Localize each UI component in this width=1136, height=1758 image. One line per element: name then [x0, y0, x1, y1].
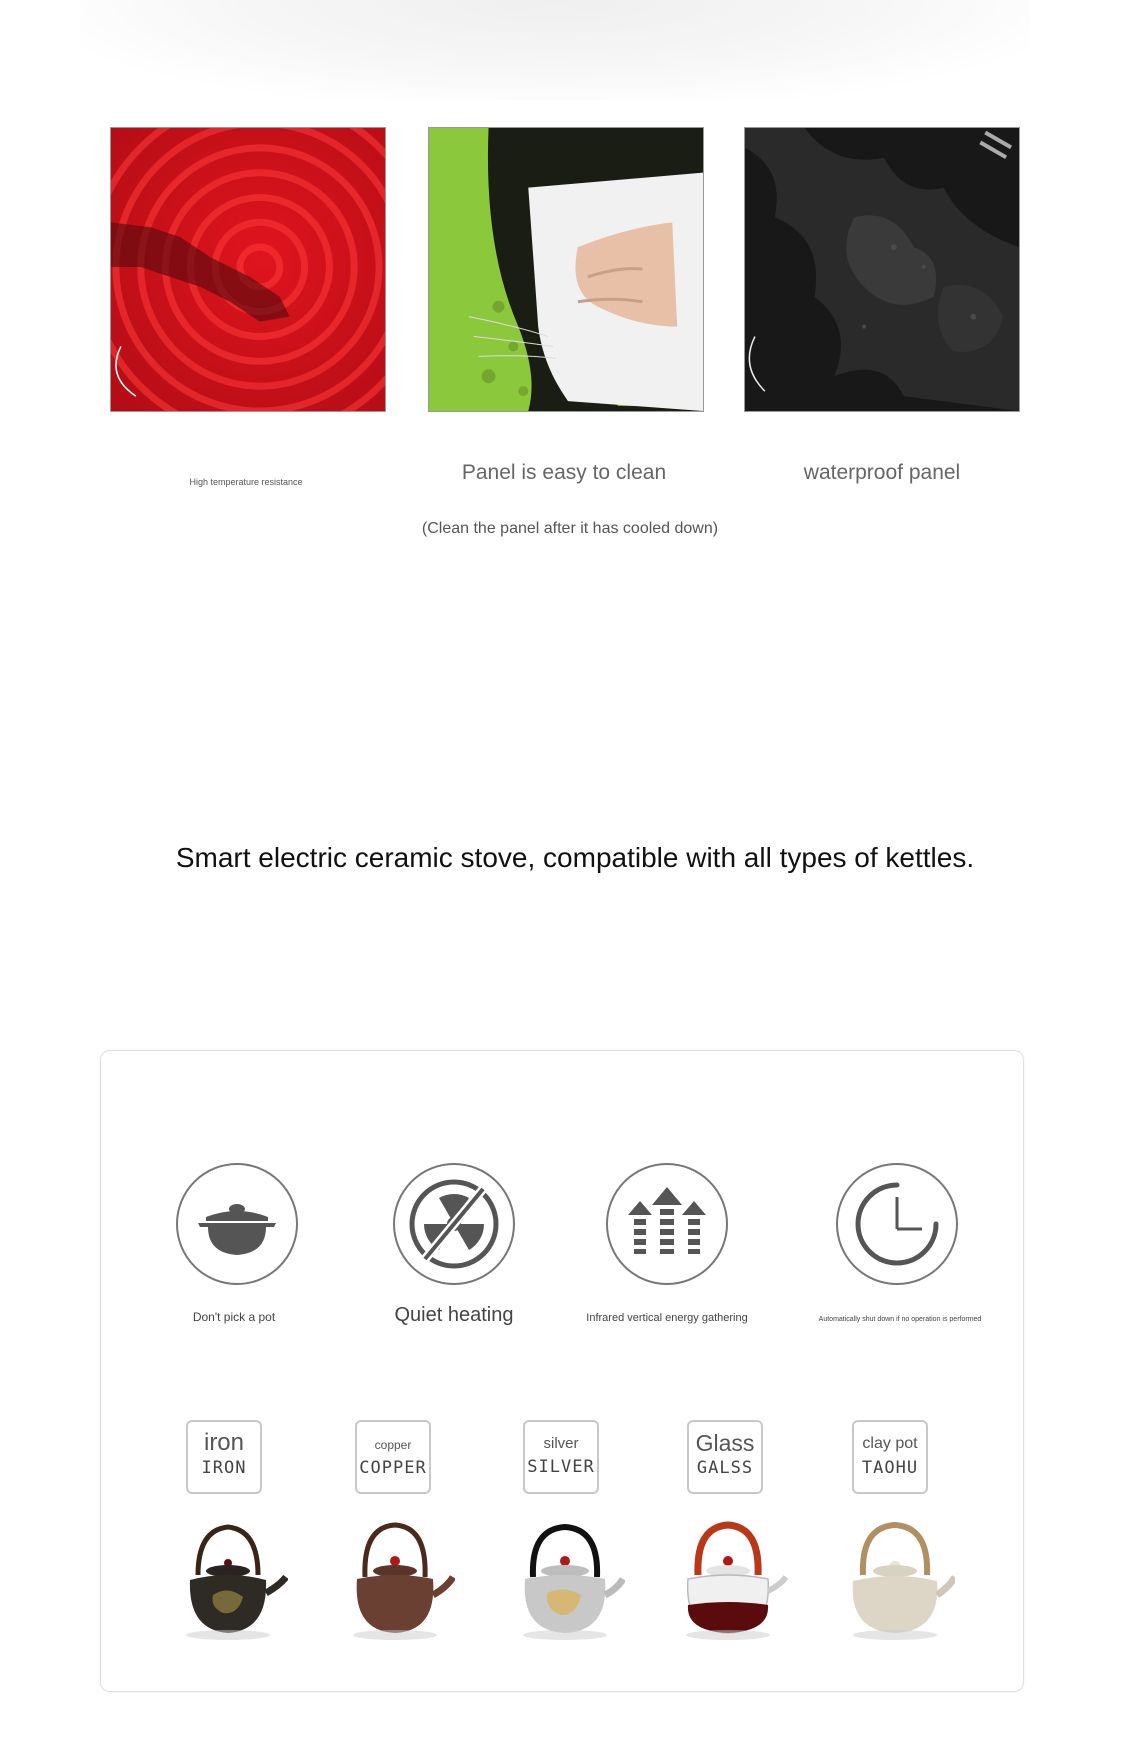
clock-icon — [836, 1163, 958, 1285]
material-tag-glass — [687, 1420, 763, 1494]
material-name: copper — [374, 1438, 412, 1452]
icon-label-infrared: Infrared vertical energy gathering — [586, 1312, 748, 1324]
up-arrows-icon — [606, 1163, 728, 1285]
material-code: GALSS — [696, 1458, 754, 1478]
silver-kettle-image — [505, 1515, 625, 1645]
material-code: TAOHU — [861, 1458, 919, 1478]
waterproof-panel-photo — [744, 127, 1020, 412]
material-name: Glass — [695, 1430, 755, 1456]
copper-kettle-image — [335, 1515, 455, 1645]
feature-label-easy-clean: Panel is easy to clean — [461, 461, 667, 484]
material-name: silver — [543, 1435, 579, 1452]
material-code: IRON — [201, 1458, 247, 1478]
feature-label-waterproof: waterproof panel — [803, 461, 961, 484]
material-tag-clay — [852, 1420, 928, 1494]
no-radiation-icon — [393, 1163, 515, 1285]
material-name: iron — [203, 1429, 245, 1456]
icon-label-pot: Don't pick a pot — [192, 1310, 276, 1324]
iron-kettle-image — [168, 1515, 288, 1645]
top-gradient-banner — [80, 0, 1030, 100]
glass-kettle-image — [668, 1515, 788, 1645]
material-code: SILVER — [527, 1457, 595, 1477]
easy-clean-photo — [428, 127, 704, 412]
icon-label-quiet: Quiet heating — [394, 1304, 514, 1326]
material-tag-iron — [186, 1420, 262, 1494]
material-tag-copper — [355, 1420, 431, 1494]
material-code: COPPER — [359, 1458, 427, 1478]
clean-note: (Clean the panel after it has cooled down) — [421, 520, 719, 537]
high-temperature-photo — [110, 127, 386, 412]
headline: Smart electric ceramic stove, compatible with all types of kettles. — [175, 842, 975, 873]
clay-kettle-image — [835, 1515, 955, 1645]
pot-icon — [176, 1163, 298, 1285]
icon-label-auto-shutdown: Automatically shut down if no operation is performed — [818, 1316, 982, 1323]
material-tag-silver — [523, 1420, 599, 1494]
feature-label-high-temperature: High temperature resistance — [189, 477, 303, 487]
material-name: clay pot — [862, 1435, 918, 1452]
